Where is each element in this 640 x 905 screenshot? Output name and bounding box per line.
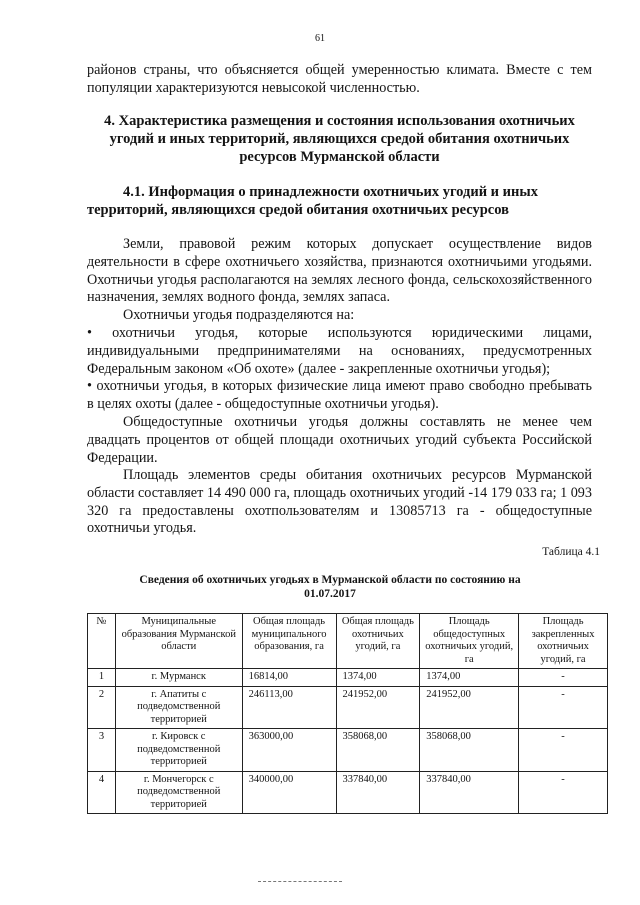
row-assigned-area: - (519, 669, 608, 687)
row-municipality: г. Апатиты с подведомственной территорией (115, 686, 242, 729)
row-number: 4 (88, 771, 116, 814)
paragraph-area: Площадь элементов среды обитания охотничьих ресурсов Мурманской области составляет 14 490 000 га, площадь охотничьих угодий -14 179 033 га; 1 093 320 га предоставлены охотпользователям и 13085713 га - общедоступные охотничьи угодья. (87, 467, 592, 537)
table-header-row (88, 614, 608, 669)
row-total-area: 363000,00 (242, 729, 336, 772)
bullet-public: • охотничьи угодья, в которых физические лица имеют право свободно пребывать в целях охоты (далее - общедоступные охотничьи угодья). (87, 378, 592, 412)
row-municipality: г. Мончегорск с подведомственной территорией (115, 771, 242, 814)
row-assigned-area: - (519, 686, 608, 729)
row-number: 2 (88, 686, 116, 729)
table-number: Таблица 4.1 (542, 546, 600, 558)
footer-dashed-line (258, 881, 342, 882)
section-4-1-heading: 4.1. Информация о принадлежности охотничьих угодий и иных территорий, являющихся средой обитания охотничьих ресурсов (87, 184, 538, 218)
row-municipality: г. Мурманск (115, 669, 242, 687)
row-total-area: 246113,00 (242, 686, 336, 729)
section-4-heading: 4. Характеристика размещения и состояния использования охотничьих угодий и иных территорий, являющихся средой обитания охотничьих ресурсов Мурманской области (104, 113, 575, 165)
table-row (88, 669, 608, 687)
intro-paragraph: районов страны, что объясняется общей умеренностью климата. Вместе с тем популяции характеризуются невысокой численностью. (87, 62, 592, 96)
hunting-grounds-table (87, 613, 608, 814)
row-total-area: 16814,00 (242, 669, 336, 687)
row-assigned-area: - (519, 729, 608, 772)
header-hunting-area: Общая площадь охотничьих угодий, га (336, 614, 420, 669)
row-total-area: 340000,00 (242, 771, 336, 814)
row-hunting-area: 358068,00 (336, 729, 420, 772)
row-municipality: г. Кировск с подведомственной территорией (115, 729, 242, 772)
row-assigned-area: - (519, 771, 608, 814)
row-public-area: 241952,00 (420, 686, 519, 729)
table-row (88, 686, 608, 729)
header-assigned-area: Площадь закрепленных охотничьих угодий, га (519, 614, 608, 669)
row-hunting-area: 241952,00 (336, 686, 420, 729)
paragraph-subdivision: Охотничьи угодья подразделяются на: (123, 307, 355, 323)
bullet-assigned: • охотничьи угодья, которые используются юридическими лицами, индивидуальными предпринимателями на основаниях, предусмотренных Федеральным законом «Об охоте» (далее - закрепленные охотничьи угодья); (87, 325, 592, 377)
table-row (88, 771, 608, 814)
header-public-area: Площадь общедоступных охотничьих угодий, га (420, 614, 519, 669)
row-hunting-area: 1374,00 (336, 669, 420, 687)
header-number: № (88, 614, 116, 669)
paragraph-twenty-percent: Общедоступные охотничьи угодья должны составлять не менее чем двадцать процентов от общей площади охотничьих угодий субъекта Российской Федерации. (87, 414, 592, 466)
row-number: 3 (88, 729, 116, 772)
row-public-area: 337840,00 (420, 771, 519, 814)
header-total-area: Общая площадь муниципального образования, га (242, 614, 336, 669)
page-number: 61 (315, 33, 325, 44)
paragraph-lands: Земли, правовой режим которых допускает осуществление видов деятельности в сфере охотничьего хозяйства, признаются охотничьими угодьями. Охотничьи угодья располагаются на землях лесного фонда, сельскохозяйственного назначения, землях водного фонда, землях запаса. (87, 236, 592, 306)
row-public-area: 1374,00 (420, 669, 519, 687)
header-municipality: Муниципальные образования Мурманской области (115, 614, 242, 669)
table-row (88, 729, 608, 772)
row-public-area: 358068,00 (420, 729, 519, 772)
row-number: 1 (88, 669, 116, 687)
table-caption: Сведения об охотничьих угодьях в Мурманской области по состоянию на 01.07.2017 (139, 574, 521, 600)
row-hunting-area: 337840,00 (336, 771, 420, 814)
